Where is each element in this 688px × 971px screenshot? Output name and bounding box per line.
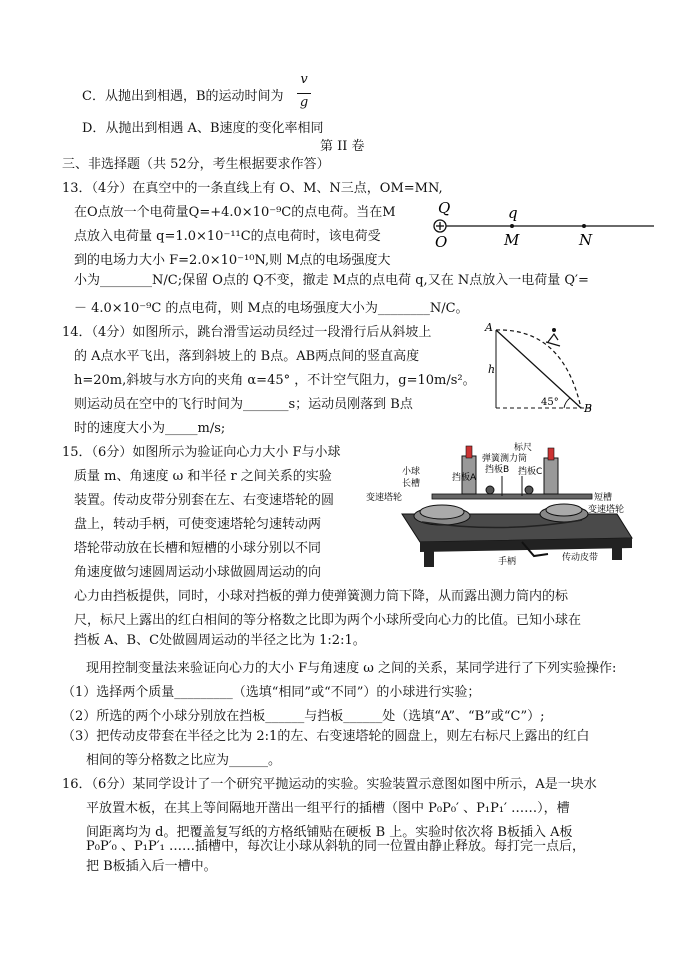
q15-line-10: 现用控制变量法来验证向心力的大小 F与角速度 ω 之间的关系，某同学进行了下列实验操作: [86,661,617,676]
q15-line-6: 角速度做匀速圆周运动小球做圆周运动的向 [74,565,322,580]
q14-line-3: h=20m,斜坡与水方向的夹角 α=45° ，不计空气阻力，g=10m/s²。 [74,373,476,388]
label-B: B [584,402,593,415]
q16-line-1: 16．（6分）某同学设计了一个研究平抛运动的实验。实验装置示意图如图中所示，A是一块水 [62,777,597,792]
option-c: C．从抛出到相遇，B的运动时间为 [82,89,284,104]
point-m-dot [510,224,514,228]
label-short-slot: 短槽 [594,493,613,503]
label-left-wheel: 变速塔轮 [366,493,403,503]
slot-bar [432,494,592,499]
q15-line-7: 心力由挡板提供，同时，小球对挡板的弹力使弹簧测力筒下降，从而露出测力筒内的标 [74,589,569,604]
q16-line-4: P₀P′₀ 、P₁P′₁ ……插槽中，每次让小球从斜轨的同一位置由静止释放。每打完一点后， [86,839,586,854]
q15-step-3b: 相间的等分格数之比应为______。 [86,753,282,768]
option-d: D．从抛出到相遇 A、B速度的变化率相同 [82,121,324,136]
label-spring: 弹簧测力筒 [482,454,528,464]
q15-line-3: 装置。传动皮带分别套在左、右变速塔轮的圆 [74,493,335,508]
label-h: h [488,363,496,376]
point-n-dot [582,224,586,228]
q13-line-4: 到的电场力大小 F=2.0×10⁻¹⁰N,则 M点的电场强度大 [74,253,391,268]
part3-heading: 三、非选择题（共 52分，考生根据要求作答） [62,157,330,172]
section-title: 第 II 卷 [320,139,365,154]
q13-line-3: 点放入电荷量 q=1.0×10⁻¹¹C的点电荷时，该电荷受 [74,229,381,244]
ball-right [525,486,533,494]
q16-line-5: 把 B板插入后一槽中。 [86,859,217,874]
label-O: O [435,233,448,251]
label-long-slot-2: 长槽 [402,479,421,489]
fraction-denominator: g [299,95,309,110]
diagram-14-ski-jump [468,318,608,418]
label-long-slot-1: 小球 [402,467,421,477]
angle-arc [564,398,570,408]
q15-line-2: 质量 m、角速度 ω 和半径 r 之间关系的实验 [74,469,332,484]
q13-line-5: 小为________N/C;保留 O点的 Q不变，撤走 M点的点电荷 q,又在 N点放入一电荷量 Q′= [74,273,589,288]
q16-line-2: 平放置木板，在其上等间隔地开凿出一组平行的插槽（图中 P₀P₀′ 、P₁P₁′ ……），槽 [86,801,570,816]
label-right-wheel: 变速塔轮 [588,505,625,515]
label-A: A [485,321,493,334]
diagram-15-centripetal-apparatus [362,438,652,578]
fraction-bar [297,93,311,94]
label-plate-c: 挡板C [518,467,543,477]
q15-line-1: 15．（6分）如图所示为验证向心力大小 F与小球 [62,445,341,460]
q15-step-2: （2）所选的两个小球分别放在挡板______与挡板______处（选填“A”、“B”或“C”）; [62,709,545,724]
label-handle: 手柄 [498,557,517,567]
q13-line-2: 在O点放一个电荷量Q=+4.0×10⁻⁹C的点电荷。当在M [74,205,396,220]
label-plate-a: 挡板A [452,473,477,483]
label-ruler: 标尺 [514,443,533,453]
q13-line-1: 13．（4分）在真空中的一条直线上有 O、M、N三点，OM=MN, [62,181,443,196]
right-cylinder [544,458,558,494]
q14-line-1: 14．（4分）如图所示，跳台滑雪运动员经过一段滑行后从斜坡上 [62,325,432,340]
fraction-numerator: v [300,72,308,87]
q15-step-1: （1）选择两个质量_________（选填“相同”或“不同”）的小球进行实验； [62,685,481,700]
label-angle: 45° [541,397,559,408]
label-Q: Q [438,199,451,217]
skier-icon [552,328,556,332]
label-q: q [508,204,518,222]
q15-line-4: 盘上，转动手柄，可使变速塔轮匀速转动两 [74,517,322,532]
q13-line-6: － 4.0×10⁻⁹C 的点电荷，则 M点的电场强度大小为________N/C。 [74,301,469,316]
ball-left [486,486,494,494]
q15-line-8: 尺，标尺上露出的红白相间的等分格数之比即为两个小球所受向心力的比值。已知小球在 [74,613,582,628]
label-plate-b: 挡板B [485,465,510,475]
q14-line-4: 则运动员在空中的飞行时间为_______s；运动员刚落到 B点 [74,397,413,412]
diagram-13-charge-line [424,196,664,251]
slope-line [496,330,581,408]
label-belt: 传动皮带 [562,553,599,563]
q15-step-3a: （3）把传动皮带套在半径之比为 2:1的左、右变速塔轮的圆盘上，则左右标尺上露出的红白 [62,729,590,744]
q16-line-3: 间距离均为 d。把覆盖复写纸的方格纸铺贴在硬板 B 上。实验时依次将 B板插入 A板 [86,825,573,840]
q14-line-5: 时的速度大小为_____m/s; [74,421,226,436]
q14-line-2: 的 A点水平飞出，落到斜坡上的 B点。AB两点间的竖直高度 [74,349,420,364]
label-N: N [579,231,593,249]
q15-line-5: 塔轮带动放在长槽和短槽的小球分别以不同 [74,541,322,556]
label-M: M [504,231,520,249]
q15-line-9: 挡板 A、B、C处做圆周运动的半径之比为 1:2:1。 [74,633,366,648]
